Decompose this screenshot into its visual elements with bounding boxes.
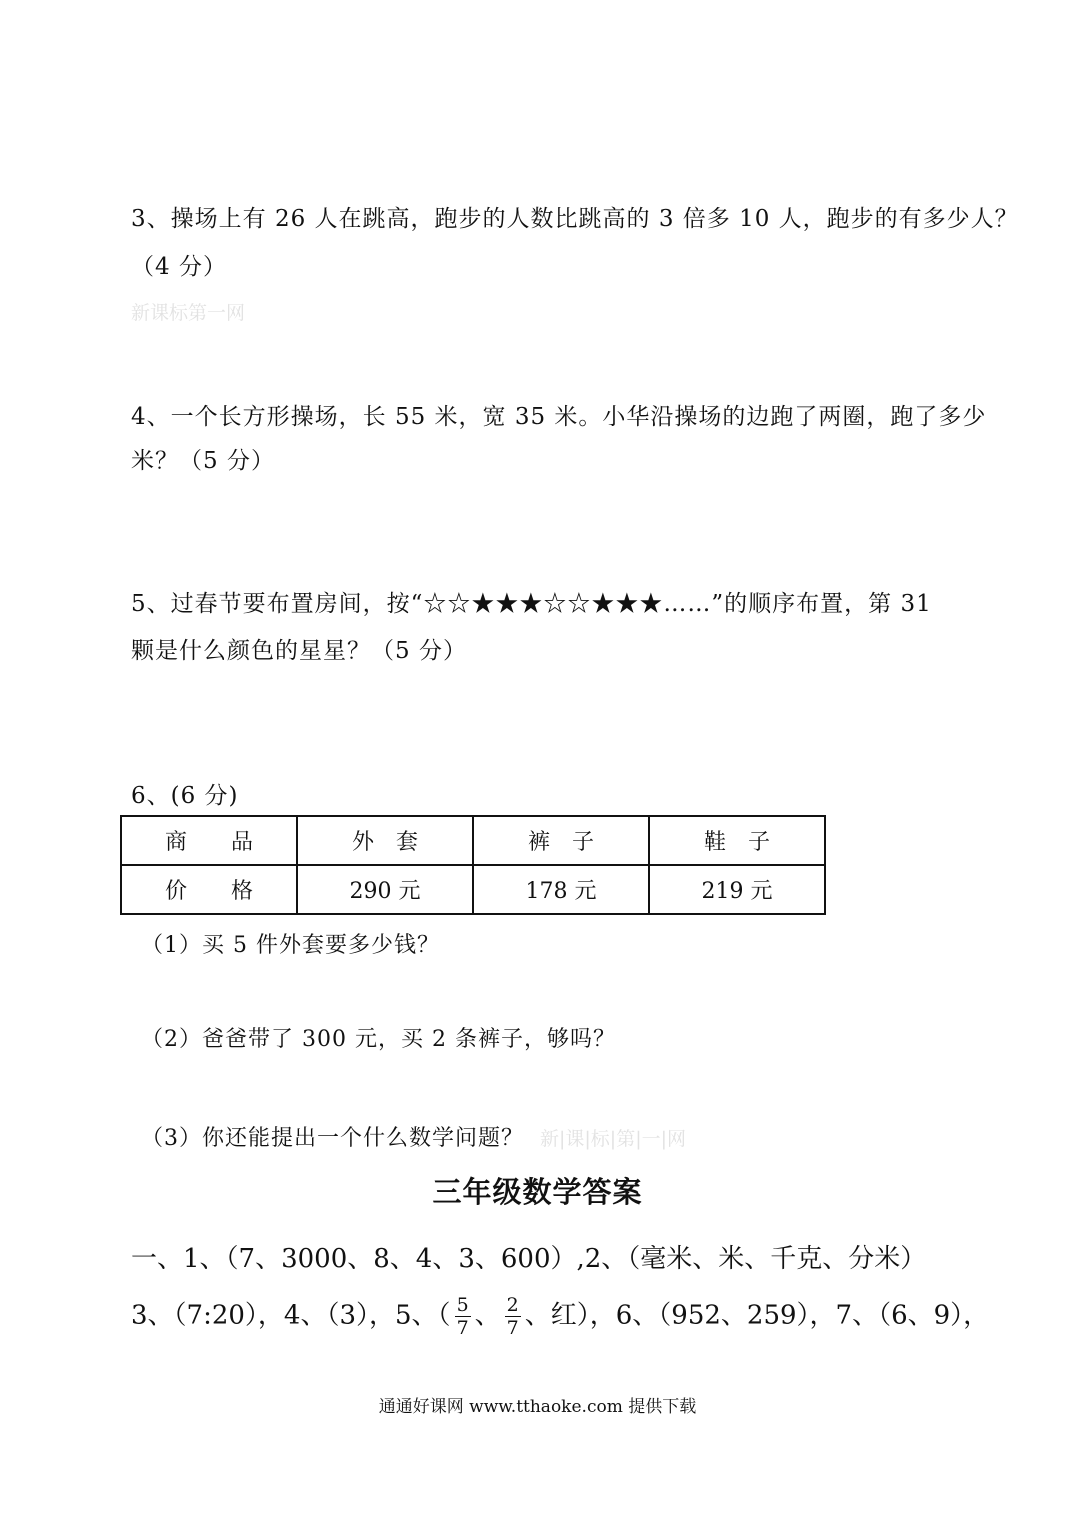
table-cell: 鞋 子 (649, 816, 825, 865)
question-5-line-1: 5、过春节要布置房间，按“☆☆★★★☆☆★★★……”的顺序布置，第 31 (131, 591, 932, 617)
question-4-line-1: 4、一个长方形操场，长 55 米，宽 35 米。小华沿操场的边跑了两圈，跑了多少 (131, 404, 987, 430)
table-cell: 290 元 (297, 865, 473, 914)
question-4-line-2: 米？（5 分） (131, 448, 275, 474)
question-6-sub-2: （2）爸爸带了 300 元，买 2 条裤子，够吗？ (141, 1027, 616, 1052)
answer-line-1: 一、1、（7、3000、8、4、3、600）,2、（毫米、米、千克、分米） (131, 1244, 927, 1274)
price-table (120, 815, 826, 915)
question-6-title: 6、(6 分) (131, 783, 239, 809)
answer-line-2 (131, 1294, 989, 1339)
question-6-sub-3: （3）你还能提出一个什么数学问题？ (141, 1126, 524, 1151)
fraction-two-sevenths: $\frac{2}{7}$ (506, 1294, 519, 1339)
watermark-text: 新|课|标|第|一|网 (540, 1128, 687, 1150)
table-row (121, 816, 825, 865)
question-3-line-1: 3、操场上有 26 人在跳高，跑步的人数比跳高的 3 倍多 10 人，跑步的有多少人？ (131, 206, 1019, 232)
answer-text: 、红），6、（952、259），7、（6、9）， (524, 1300, 990, 1331)
watermark-text: 新课标第一网 (131, 302, 246, 324)
footer-text: 通通好课网 www.tthaoke.com 提供下载 (378, 1397, 697, 1417)
answer-text: 、 (474, 1300, 501, 1331)
answer-text: 3、（7:20），4、（3），5、（ (131, 1300, 451, 1331)
question-5-line-2: 颗是什么颜色的星星？（5 分） (131, 638, 467, 664)
table-cell: 外 套 (297, 816, 473, 865)
table-row (121, 865, 825, 914)
fraction-five-sevenths: $\frac{5}{7}$ (456, 1294, 469, 1339)
table-cell: 裤 子 (473, 816, 649, 865)
table-cell: 商 品 (121, 816, 297, 865)
question-6-sub-1: （1）买 5 件外套要多少钱？ (141, 933, 440, 958)
table-cell: 价 格 (121, 865, 297, 914)
table-cell: 178 元 (473, 865, 649, 914)
table-cell: 219 元 (649, 865, 825, 914)
answer-title: 三年级数学答案 (432, 1175, 643, 1209)
question-3-line-2: （4 分） (131, 254, 227, 280)
